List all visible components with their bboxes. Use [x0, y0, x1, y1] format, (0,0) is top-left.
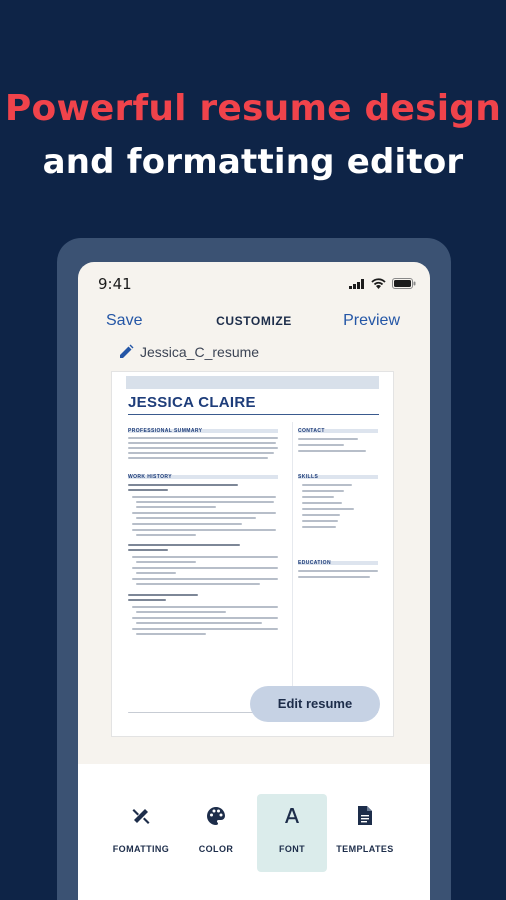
text-line [298, 570, 378, 572]
text-line [302, 514, 340, 516]
text-line [132, 512, 276, 514]
pencil-icon [118, 344, 134, 360]
tool-label: COLOR [198, 844, 234, 854]
text-line [298, 444, 344, 446]
preview-button[interactable]: Preview [343, 312, 400, 329]
text-line [136, 611, 226, 613]
text-line [298, 450, 366, 452]
text-line [132, 606, 278, 608]
section-heading-education: EDUCATION [298, 560, 331, 566]
section-heading-contact: CONTACT [298, 428, 325, 434]
resume-name-rule [128, 414, 379, 415]
headline-line-1: Powerful resume design [4, 88, 502, 129]
section-heading-skills: SKILLS [298, 474, 319, 480]
text-line [128, 549, 168, 551]
text-line [132, 628, 278, 630]
formatting-tools-icon [131, 806, 151, 826]
section-heading-work: WORK HISTORY [128, 474, 172, 480]
text-line [128, 489, 168, 491]
text-line [132, 578, 278, 580]
text-line [136, 506, 216, 508]
text-line [298, 576, 370, 578]
headline-line-2: and formatting editor [42, 142, 464, 182]
text-line [302, 490, 344, 492]
text-line [136, 633, 206, 635]
resume-name: JESSICA CLAIRE [128, 394, 256, 411]
text-line [128, 544, 240, 546]
text-line [132, 567, 278, 569]
customize-toolbar [78, 764, 430, 900]
tool-templates[interactable] [330, 794, 400, 872]
wifi-icon [371, 278, 386, 289]
file-name: Jessica_C_resume [140, 344, 260, 360]
text-line [128, 457, 268, 459]
text-line [132, 529, 276, 531]
text-line [128, 594, 198, 596]
palette-icon [206, 806, 226, 826]
resume-header-bar [126, 376, 379, 389]
text-line [128, 442, 276, 444]
save-button[interactable]: Save [106, 312, 143, 329]
status-time: 9:41 [98, 275, 132, 293]
text-line [136, 501, 274, 503]
battery-icon [392, 278, 416, 289]
text-line [136, 534, 196, 536]
text-line [302, 496, 334, 498]
resume-column-divider [292, 422, 293, 722]
text-line [136, 583, 260, 585]
font-icon [282, 806, 302, 826]
tool-formatting[interactable] [106, 794, 176, 872]
text-line [132, 523, 242, 525]
tool-label: FONT [278, 844, 306, 854]
document-icon [357, 806, 373, 826]
signal-icon [349, 279, 365, 289]
text-line [302, 520, 338, 522]
text-line [132, 617, 278, 619]
text-line [136, 561, 196, 563]
text-line [136, 517, 256, 519]
file-name-row[interactable] [118, 344, 259, 360]
text-line [136, 572, 176, 574]
text-line [136, 622, 262, 624]
text-line [128, 599, 166, 601]
text-line [128, 437, 278, 439]
nav-bar [78, 310, 430, 334]
text-line [302, 484, 352, 486]
tool-label: FOMATTING [112, 844, 170, 854]
page-title: CUSTOMIZE [216, 314, 292, 328]
text-line [302, 502, 342, 504]
text-line [132, 496, 276, 498]
status-bar [78, 262, 430, 302]
text-line [298, 438, 358, 440]
text-line [128, 484, 238, 486]
text-line [128, 452, 274, 454]
tool-label: TEMPLATES [336, 844, 394, 854]
phone-screen [78, 262, 430, 900]
text-line [132, 556, 278, 558]
text-line [128, 447, 278, 449]
section-heading-summary: PROFESSIONAL SUMMARY [128, 428, 203, 434]
text-line [302, 508, 354, 510]
edit-resume-button[interactable]: Edit resume [250, 686, 380, 722]
resume-preview[interactable] [111, 371, 394, 737]
tool-font[interactable] [257, 794, 327, 872]
text-line [302, 526, 336, 528]
tool-color[interactable] [181, 794, 251, 872]
